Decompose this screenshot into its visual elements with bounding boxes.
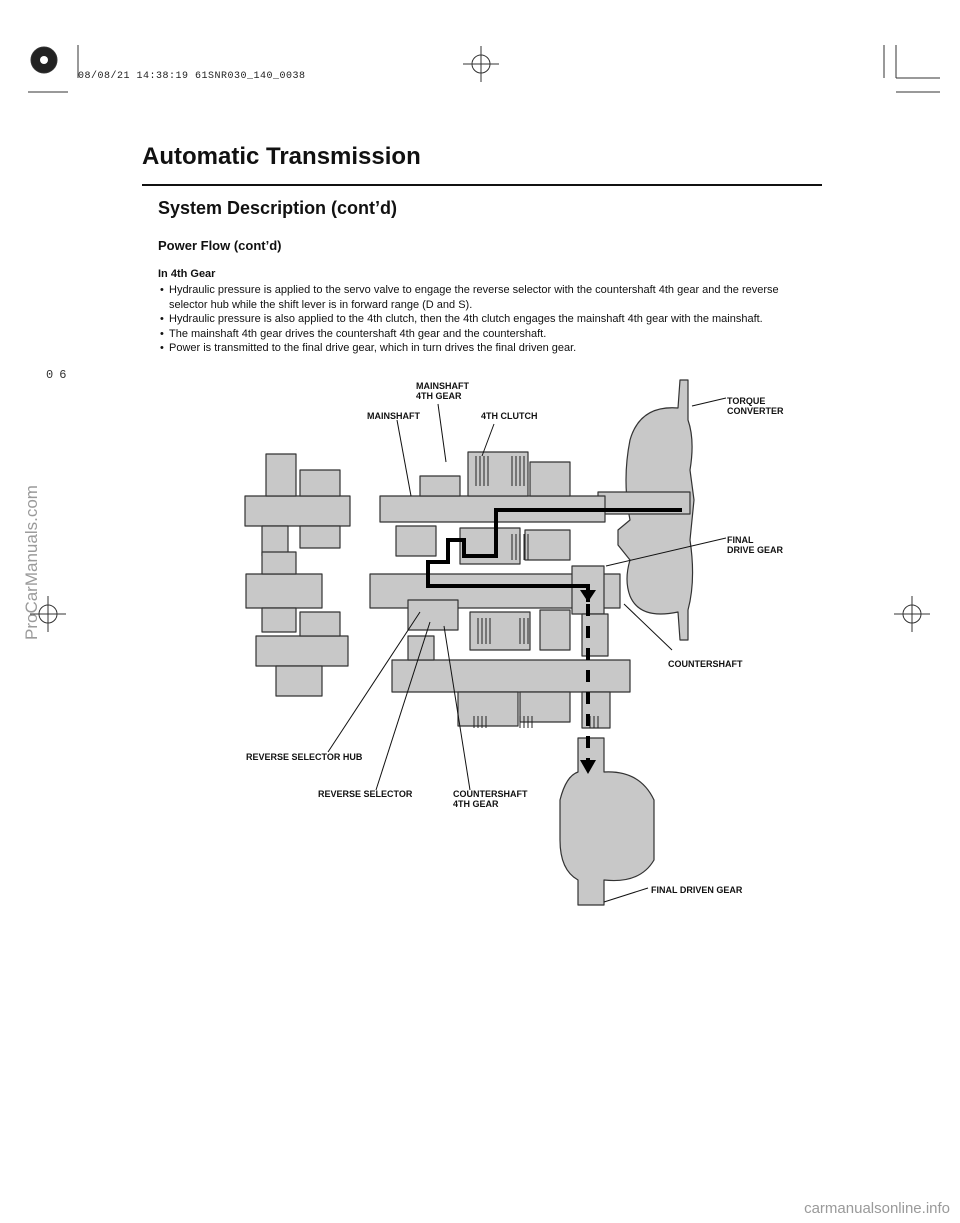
label-countershaft-4th-gear: COUNTERSHAFT 4TH GEAR <box>453 789 528 809</box>
bullet-item: • Hydraulic pressure is applied to the servo valve to engage the reverse selector with the countershaft 4th gear and the reverse selector hub while the shift lever is in forward range (D and S). <box>158 283 808 312</box>
label-mainshaft-4th-gear: MAINSHAFT 4TH GEAR <box>416 381 469 401</box>
left-shaft-lower <box>256 636 348 666</box>
secondary-shaft <box>392 660 630 692</box>
bullet-item: • Hydraulic pressure is also applied to the 4th clutch, then the 4th clutch engages the mainshaft 4th gear with the mainshaft. <box>158 312 808 327</box>
label-final-drive-gear: FINAL DRIVE GEAR <box>727 535 784 555</box>
section-heading: Power Flow (cont’d) <box>158 238 282 253</box>
label-countershaft: COUNTERSHAFT <box>668 659 743 669</box>
print-stamp: 08/08/21 14:38:19 61SNR030_140_0038 <box>78 71 306 82</box>
label-torque-converter: TORQUE CONVERTER <box>727 396 784 416</box>
label-4th-clutch: 4TH CLUTCH <box>481 411 538 421</box>
label-reverse-selector-hub: REVERSE SELECTOR HUB <box>246 752 363 762</box>
bullet-item: • Power is transmitted to the final drive gear, which in turn drives the final driven gear. <box>158 341 808 356</box>
gear-heading: In 4th Gear <box>158 268 216 280</box>
left-shaft-upper <box>245 496 350 526</box>
page-code: 06 <box>46 368 73 382</box>
page-subtitle: System Description (cont’d) <box>158 198 398 218</box>
label-final-driven-gear: FINAL DRIVEN GEAR <box>651 885 743 895</box>
label-mainshaft: MAINSHAFT <box>367 411 420 421</box>
left-shaft-middle <box>246 574 322 608</box>
differential <box>560 738 654 905</box>
side-watermark: ProCarManuals.com <box>22 485 41 640</box>
bullet-item: • The mainshaft 4th gear drives the countershaft 4th gear and the countershaft. <box>158 327 808 342</box>
label-reverse-selector: REVERSE SELECTOR <box>318 789 413 799</box>
footer-watermark: carmanualsonline.info <box>804 1200 950 1217</box>
page-title: Automatic Transmission <box>142 143 421 170</box>
